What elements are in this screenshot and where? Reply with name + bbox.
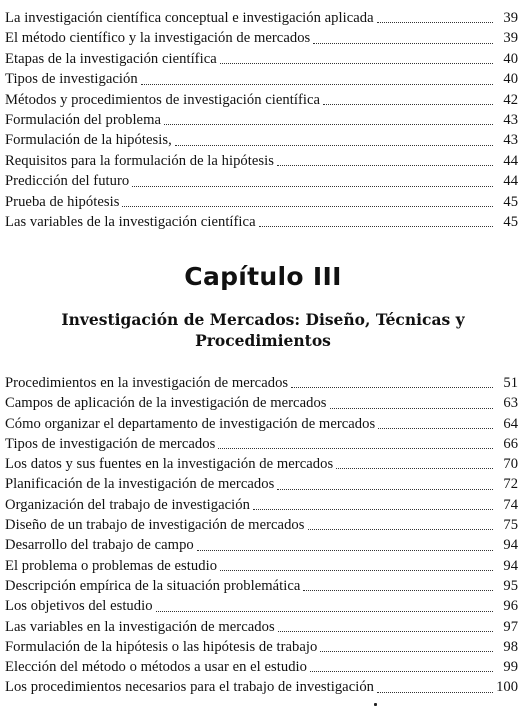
toc-leader-dots [330, 394, 493, 414]
toc-entry [5, 495, 518, 515]
toc-leader-dots [377, 678, 493, 698]
toc-entry-page: 43 [503, 111, 518, 128]
toc-leader-dots [175, 131, 493, 151]
toc-entry-page: 95 [503, 577, 518, 594]
chapter-subtitle [40, 309, 486, 351]
toc-entry-page: 66 [503, 435, 518, 452]
toc-entry [5, 373, 518, 393]
toc-entry [5, 556, 518, 576]
toc-entry [5, 434, 518, 454]
toc-leader-dots [259, 212, 493, 232]
toc-leader-dots [218, 434, 493, 454]
toc-entry-page: 40 [503, 71, 518, 88]
toc-entry-page: 45 [503, 193, 518, 210]
toc-entry [5, 596, 518, 616]
toc-entry-page: 100 [496, 679, 518, 696]
toc-entry-page: 63 [503, 395, 518, 412]
toc-entry-page: 75 [503, 517, 518, 534]
toc-entry [5, 637, 518, 657]
toc-entry-page: 64 [503, 415, 518, 432]
toc-entry-page: 96 [503, 598, 518, 615]
toc-entry-title: Formulación de la hipótesis o las hipótesis de trabajo [5, 638, 318, 655]
toc-entry-title: Formulación de la hipótesis, [5, 132, 172, 149]
toc-entry [5, 617, 518, 637]
toc-entry-title: Tipos de investigación [5, 71, 138, 88]
toc-entry [5, 28, 518, 48]
toc-entry [5, 576, 518, 596]
toc-entry [5, 212, 518, 232]
toc-entry [5, 110, 518, 130]
toc-leader-dots [277, 151, 493, 171]
toc-entry-title: Las variables en la investigación de mercados [5, 618, 275, 635]
toc-entry-title: Los objetivos del estudio [5, 598, 153, 615]
toc-entry [5, 192, 518, 212]
toc-entry-title: Procedimientos en la investigación de mercados [5, 375, 289, 391]
toc-entry-page: 39 [503, 9, 518, 26]
toc-entry-page: 98 [503, 638, 518, 655]
toc-entry-page: 44 [503, 152, 518, 169]
toc-leader-dots [377, 8, 493, 28]
toc-entry [5, 90, 518, 110]
toc-entry-page: 94 [503, 557, 518, 574]
toc-entry-title: El problema o problemas de estudio [5, 557, 218, 574]
toc-leader-dots [156, 597, 493, 617]
toc-entry-page: 43 [503, 132, 518, 149]
toc-leader-dots [323, 90, 493, 110]
toc-leader-dots [122, 192, 493, 212]
toc-entry-page: 42 [503, 91, 518, 108]
toc-entry [5, 151, 518, 171]
toc-entry-page: 72 [503, 476, 518, 493]
toc-entry-title: Elección del método o métodos a usar en el estudio [5, 659, 307, 676]
toc-entry-title: Métodos y procedimientos de investigación científica [5, 91, 321, 108]
toc-entry-page: 97 [503, 618, 518, 635]
toc-entry-page: 74 [503, 496, 518, 513]
toc-entry-page: 40 [503, 50, 518, 67]
toc-entry [5, 414, 518, 434]
toc-leader-dots [253, 495, 493, 515]
chapter-subtitle-line-1: Investigación de Mercados: Diseño, Técnicas y [61, 310, 465, 329]
toc-entry-title: La investigación científica conceptual e investigación aplicada [5, 9, 374, 26]
toc-entry-title: Requisitos para la formulación de la hipótesis [5, 152, 274, 169]
toc-entry [5, 8, 518, 28]
toc-entry-page: 45 [503, 213, 518, 230]
toc-leader-dots [291, 373, 493, 393]
toc-list-bottom [5, 373, 518, 698]
toc-entry-title: Descripción empírica de la situación problemática [5, 577, 301, 594]
toc-entry [5, 657, 518, 677]
toc-entry-title: Los procedimientos necesarios para el trabajo de investigación [5, 679, 375, 696]
toc-entry-title: Predicción del futuro [5, 173, 130, 190]
toc-leader-dots [197, 536, 493, 556]
toc-leader-dots [308, 515, 494, 535]
toc-entry-page: 44 [503, 173, 518, 190]
toc-leader-dots [132, 172, 493, 192]
toc-leader-dots [336, 454, 493, 474]
toc-entry-title: Etapas de la investigación científica [5, 50, 217, 67]
print-speck [374, 703, 377, 706]
toc-entry [5, 171, 518, 191]
toc-entry-title: Las variables de la investigación científica [5, 213, 256, 230]
toc-entry [5, 677, 518, 697]
toc-entry [5, 454, 518, 474]
toc-leader-dots [313, 29, 493, 49]
toc-entry-title: Diseño de un trabajo de investigación de mercados [5, 517, 305, 534]
toc-leader-dots [220, 556, 493, 576]
toc-entry-title: El método científico y la investigación de mercados [5, 30, 311, 47]
toc-entry-title: Los datos y sus fuentes en la investigación de mercados [5, 456, 334, 473]
toc-entry-title: Planificación de la investigación de mercados [5, 476, 275, 493]
toc-entry-page: 70 [503, 456, 518, 473]
toc-entry-title: Prueba de hipótesis [5, 193, 120, 210]
toc-entry [5, 49, 518, 69]
toc-leader-dots [310, 657, 493, 677]
toc-list-top [5, 8, 518, 232]
toc-leader-dots [277, 475, 493, 495]
toc-entry [5, 393, 518, 413]
toc-entry-title: Campos de aplicación de la investigación de mercados [5, 395, 327, 412]
chapter-heading: Capítulo III [184, 262, 342, 291]
toc-entry [5, 515, 518, 535]
toc-entry-page: 39 [503, 30, 518, 47]
toc-leader-dots [141, 70, 493, 90]
toc-entry-title: Formulación del problema [5, 111, 162, 128]
toc-leader-dots [378, 414, 493, 434]
toc-entry-title: Tipos de investigación de mercados [5, 435, 216, 452]
toc-leader-dots [278, 617, 493, 637]
toc-entry-title: Organización del trabajo de investigación [5, 496, 250, 513]
toc-leader-dots [164, 110, 493, 130]
toc-entry [5, 474, 518, 494]
toc-entry-title: Desarrollo del trabajo de campo [5, 537, 194, 554]
toc-entry [5, 69, 518, 89]
toc-entry [5, 130, 518, 150]
toc-entry-page: 99 [503, 659, 518, 676]
chapter-subtitle-line-2: Procedimientos [195, 331, 331, 350]
toc-leader-dots [320, 637, 493, 657]
toc-entry-page: 94 [503, 537, 518, 554]
toc-entry-page: 51 [503, 375, 518, 391]
toc-entry [5, 535, 518, 555]
toc-leader-dots [220, 49, 493, 69]
toc-leader-dots [303, 576, 493, 596]
toc-entry-title: Cómo organizar el departamento de investigación de mercados [5, 415, 376, 432]
